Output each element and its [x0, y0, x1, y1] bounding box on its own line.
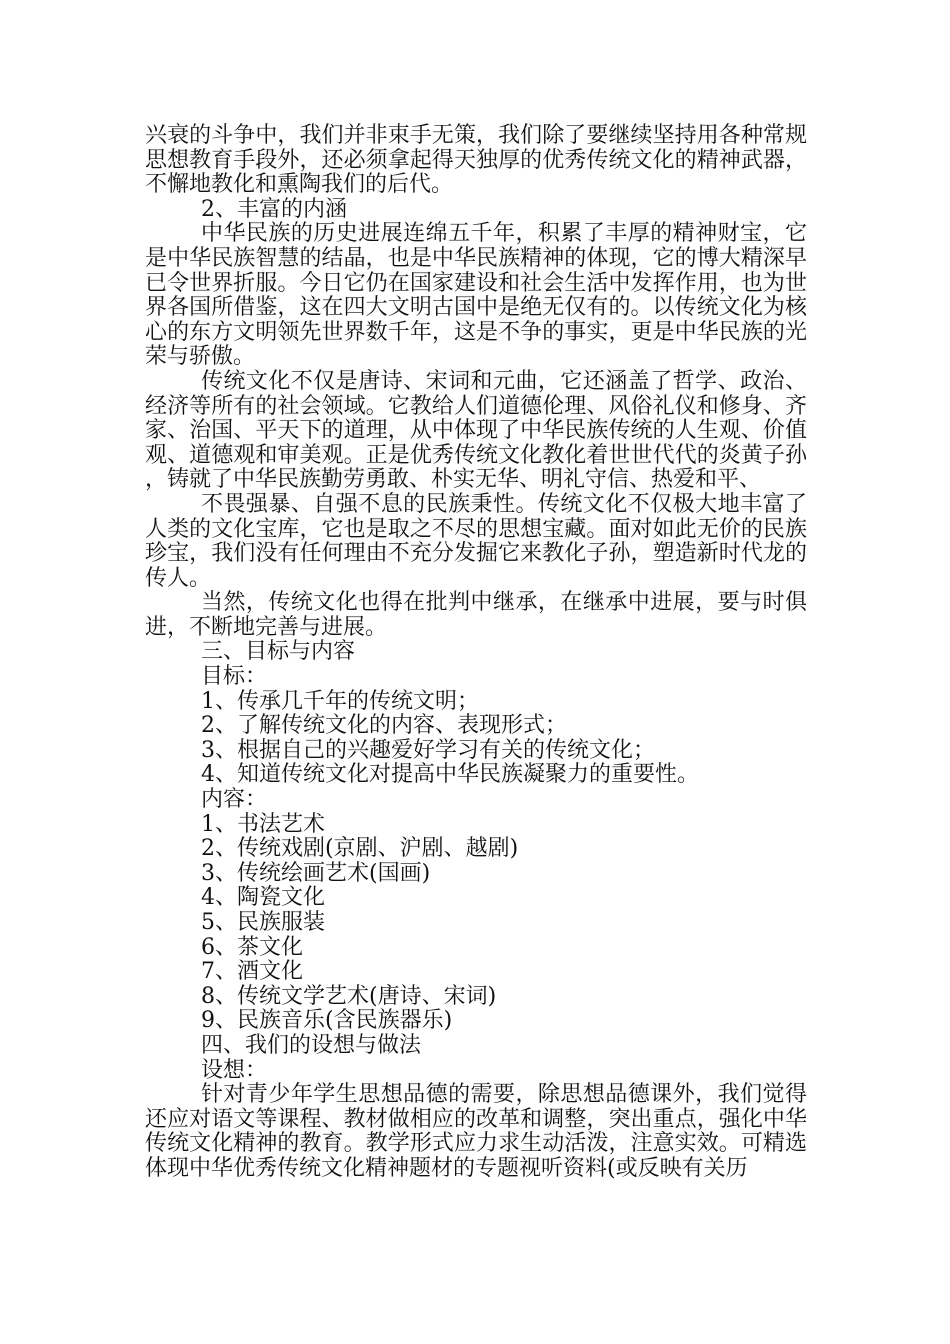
- document-page: [145, 124, 807, 1182]
- list-item: 2、了解传统文化的内容、表现形式；: [201, 713, 567, 739]
- content-label: 内容：: [201, 787, 268, 813]
- list-item: 6、茶文化: [201, 934, 303, 960]
- list-item: 2、传统戏剧(京剧、沪剧、越剧): [201, 836, 519, 862]
- body-paragraph: 传统文化不仅是唐诗、宋词和元曲，它还涵盖了哲学、政治、经济等所有的社会领域。它教给人们道德伦理、风俗礼仪和修身、齐家、治国、平天下的道理，从中体现了中华民族传统的人生观、价值观、道德观和审美观。正是优秀传统文化教化着世世代代的炎黄子孙，铸就了中华民族勤劳勇敢、朴实无华、明礼守信、热爱和平、: [145, 368, 807, 493]
- list-item: 3、根据自己的兴趣爱好学习有关的传统文化；: [201, 737, 655, 763]
- plan-label: 设想：: [201, 1057, 268, 1083]
- body-paragraph: 兴衰的斗争中，我们并非束手无策，我们除了要继续坚持用各种常规思想教育手段外，还必须拿起得天独厚的优秀传统文化的精神武器，不懈地教化和熏陶我们的后代。: [145, 123, 807, 198]
- body-paragraph: 中华民族的历史进展连绵五千年，积累了丰厚的精神财宝，它是中华民族智慧的结晶，也是中华民族精神的体现，它的博大精深早已令世界折服。今日它仍在国家建设和社会生活中发挥作用，也为世界各国所借鉴，这在四大文明古国中是绝无仅有的。以传统文化为核心的东方文明领先世界数千年，这是不争的事实，更是中华民族的光荣与骄傲。: [145, 221, 807, 370]
- list-item: 5、民族服装: [201, 910, 325, 935]
- list-item: 4、陶瓷文化: [201, 885, 325, 911]
- list-item: 3、传统绘画艺术(国画): [201, 860, 431, 886]
- body-paragraph: 不畏强暴、自强不息的民族秉性。传统文化不仅极大地丰富了人类的文化宝库，它也是取之不尽的思想宝藏。面对如此无价的民族珍宝，我们没有任何理由不充分发掘它来教化子孙，塑造新时代龙的传人。: [145, 491, 807, 591]
- list-item: 7、酒文化: [201, 959, 303, 985]
- list-item: 4、知道传统文化对提高中华民族凝聚力的重要性。: [201, 762, 699, 788]
- section-heading: 四、我们的设想与做法: [201, 1032, 422, 1058]
- list-item: 1、书法艺术: [201, 811, 325, 837]
- body-paragraph: 针对青少年学生思想品德的需要，除思想品德课外，我们觉得还应对语文等课程、教材做相应的改革和调整，突出重点，强化中华传统文化精神的教育。教学形式应力求生动活泼，注意实效。可精选体现中华优秀传统文化精神题材的专题视听资料(或反映有关历: [145, 1082, 807, 1181]
- list-item: 8、传统文学艺术(唐诗、宋词): [201, 983, 497, 1009]
- list-item: 9、民族音乐(含民族器乐): [201, 1008, 453, 1034]
- section-heading: 三、目标与内容: [201, 639, 356, 665]
- list-item: 1、传承几千年的传统文明；: [201, 688, 479, 714]
- goals-label: 目标：: [201, 664, 268, 690]
- section-subheading: 2、丰富的内涵: [201, 196, 347, 222]
- body-paragraph: 当然，传统文化也得在批判中继承，在继承中进展，要与时俱进，不断地完善与进展。: [145, 590, 807, 640]
